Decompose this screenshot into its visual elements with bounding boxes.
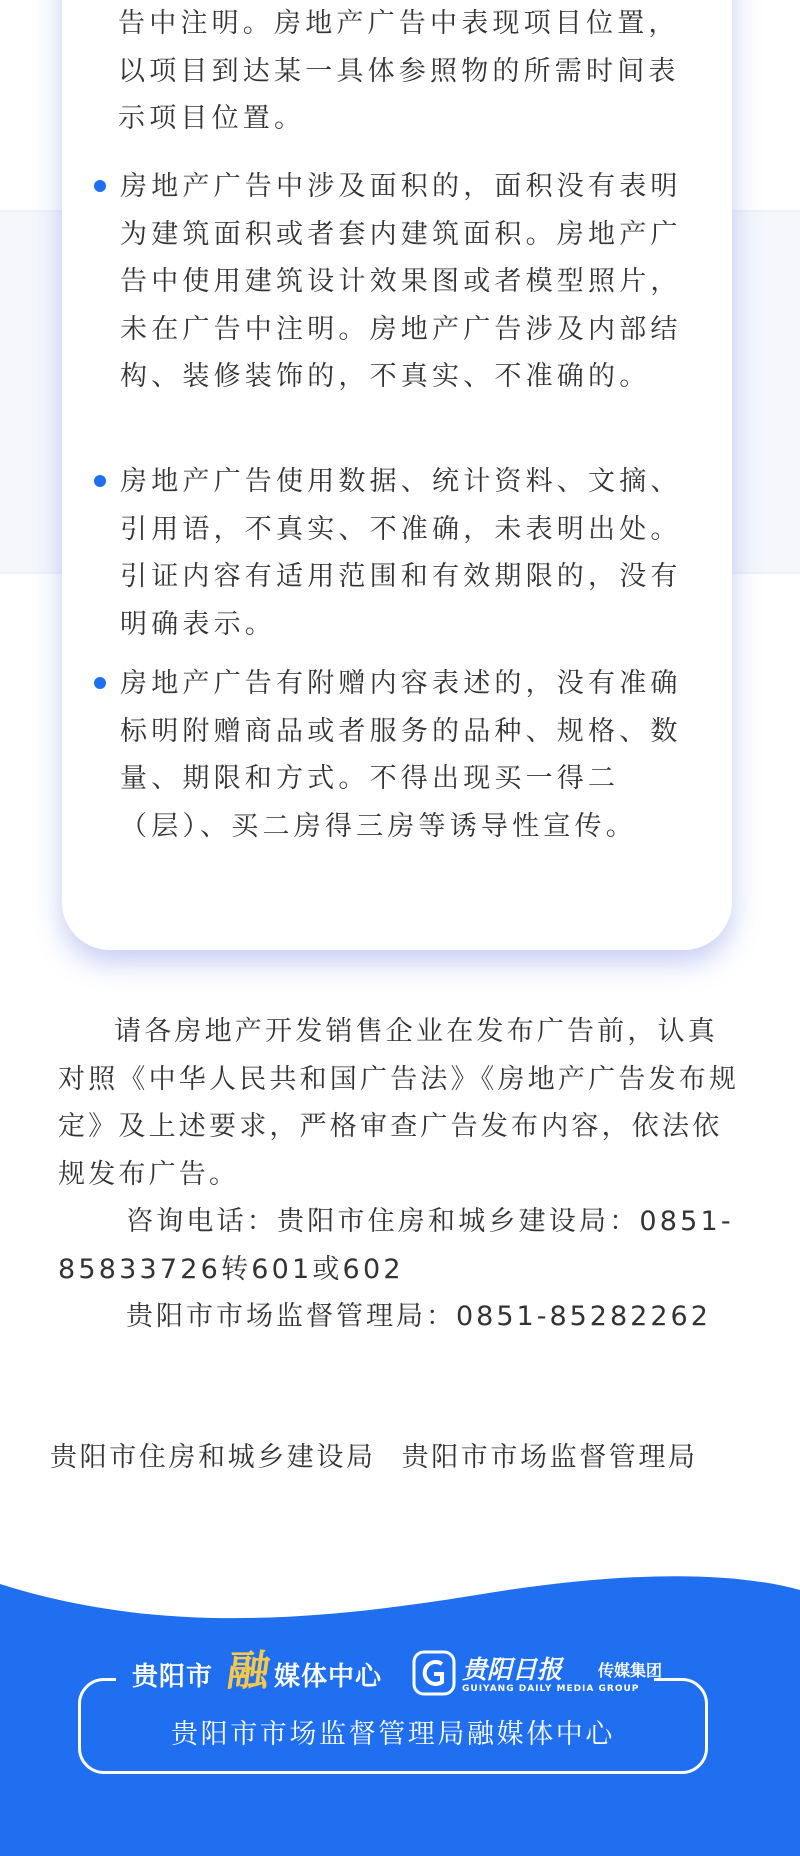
rongmei-logo-prefix: 贵阳市: [132, 1662, 214, 1692]
guiyang-daily-title: 贵阳日报: [462, 1655, 563, 1684]
issuer-housing: 贵阳市住房和城乡建设局: [50, 1442, 376, 1473]
issuer-market: 贵阳市市场监督管理局: [401, 1442, 698, 1473]
bullet-dot-icon: [94, 677, 106, 689]
bullet-text: 房地产广告有附赠内容表述的，没有准确标明附赠商品或者服务的品种、规格、数量、期限和方式。不得出现买一得二（层）、买二房得三房等诱导性宣传。: [120, 668, 682, 842]
card-intro-text: 告中注明。房地产广告中表现项目位置，以项目到达某一具体参照物的所需时间表示项目位置。: [118, 8, 680, 134]
guiyang-daily-g-icon: [412, 1650, 456, 1696]
guiyang-daily-english: GUIYANG DAILY MEDIA GROUP: [462, 1684, 640, 1694]
rongmei-logo-char: 融: [224, 1646, 274, 1695]
footer-logos: [132, 1646, 672, 1700]
issuer-signatures: [50, 1434, 770, 1481]
bullet-text: 房地产广告使用数据、统计资料、文摘、引用语，不真实、不准确，未表明出处。引证内容有适用范围和有效期限的，没有明确表示。: [120, 466, 682, 640]
footer-banner: [0, 1560, 800, 1856]
bullet-dot-icon: [94, 475, 106, 487]
contact-line-market: 贵阳市市场监督管理局：0851-85282262: [126, 1301, 711, 1332]
guiyang-daily-group: 传媒集团: [598, 1661, 663, 1680]
bullet-dot-icon: [94, 180, 106, 192]
rongmei-logo-suffix: 媒体中心: [274, 1662, 383, 1692]
bullet-text: 房地产广告中涉及面积的，面积没有表明为建筑面积或者套内建筑面积。房地产广告中使用建筑设计效果图或者模型照片，未在广告中注明。房地产广告涉及内部结构、装修装饰的，不真实、不准确的。: [120, 171, 682, 392]
contact-housing-text: 咨询电话：贵阳市住房和城乡建设局：0851-85833726转601或602: [58, 1206, 734, 1285]
notice-paragraph: [58, 1008, 748, 1198]
footer-caption: 贵阳市市场监督管理局融媒体中心: [171, 1719, 615, 1750]
contact-line-housing: [58, 1198, 748, 1293]
notice-text: 请各房地产开发销售企业在发布广告前，认真对照《中华人民共和国广告法》《房地产广告发布规定》及上述要求，严格审查广告发布内容，依法依规发布广告。: [58, 1016, 740, 1190]
